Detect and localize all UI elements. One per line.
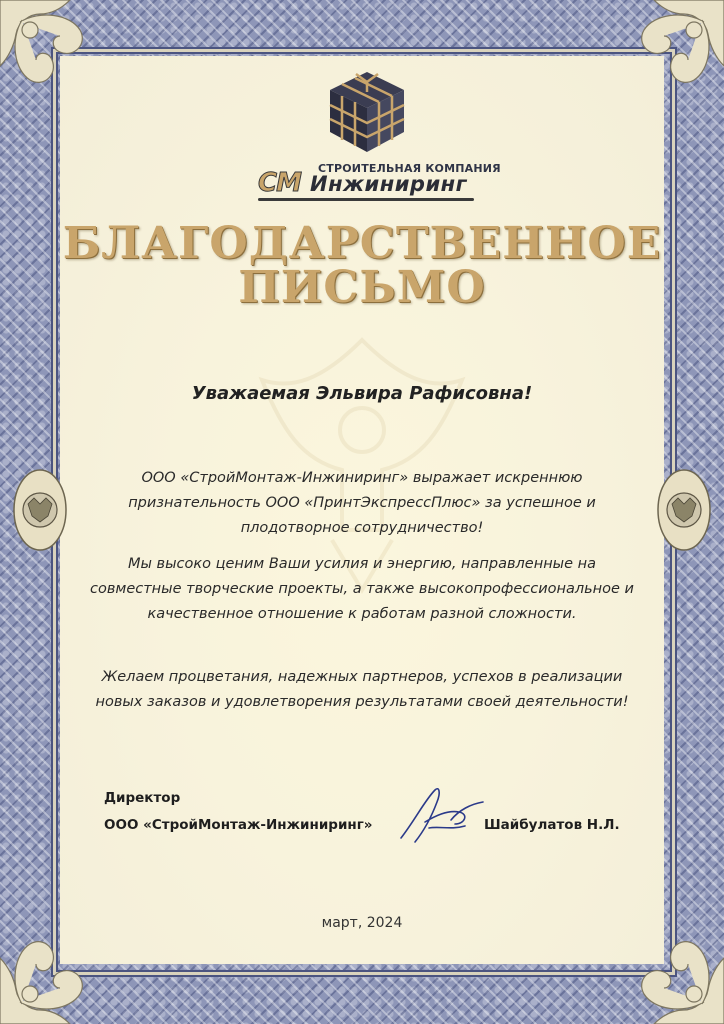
cube-logo-icon <box>328 70 406 154</box>
handwritten-signature <box>395 780 495 850</box>
double-headed-eagle-icon <box>654 460 714 560</box>
company-name: Инжиниринг <box>310 172 468 196</box>
company-type-label: СТРОИТЕЛЬНАЯ КОМПАНИЯ <box>318 162 501 175</box>
signer-organization: ООО «СтройМонтаж-Инжиниринг» <box>104 817 373 833</box>
document-date: март, 2024 <box>321 915 403 931</box>
body-paragraph: Желаем процветания, надежных партнеров, успехов в реализации новых заказов и удовлетворения результатами своей деятельности! <box>95 669 629 710</box>
signer-name: Шайбулатов Н.Л. <box>484 817 620 833</box>
document-title-line1: БЛАГОДАРСТВЕННОЕ <box>62 218 662 269</box>
ornament-corner-icon <box>0 0 120 120</box>
ornament-corner-icon <box>604 0 724 120</box>
signer-position: Директор <box>104 790 181 806</box>
document-title-line2: ПИСЬМО <box>238 262 486 313</box>
body-paragraph: ООО «СтройМонтаж-Инжиниринг» выражает искреннюю признательность ООО «ПринтЭкспрессПлюс» за успешное и плодотворное сотрудничество! <box>128 470 596 536</box>
brand-underline <box>258 198 474 201</box>
company-abbreviation: СМ <box>258 168 301 198</box>
double-headed-eagle-icon <box>10 460 70 560</box>
salutation: Уважаемая Эльвира Рафисовна! <box>191 383 533 404</box>
body-paragraph: Мы высоко ценим Ваши усилия и энергию, направленные на совместные творческие проекты, а также высокопрофессиональное и качественное отношение к работам разной сложности. <box>90 556 634 622</box>
